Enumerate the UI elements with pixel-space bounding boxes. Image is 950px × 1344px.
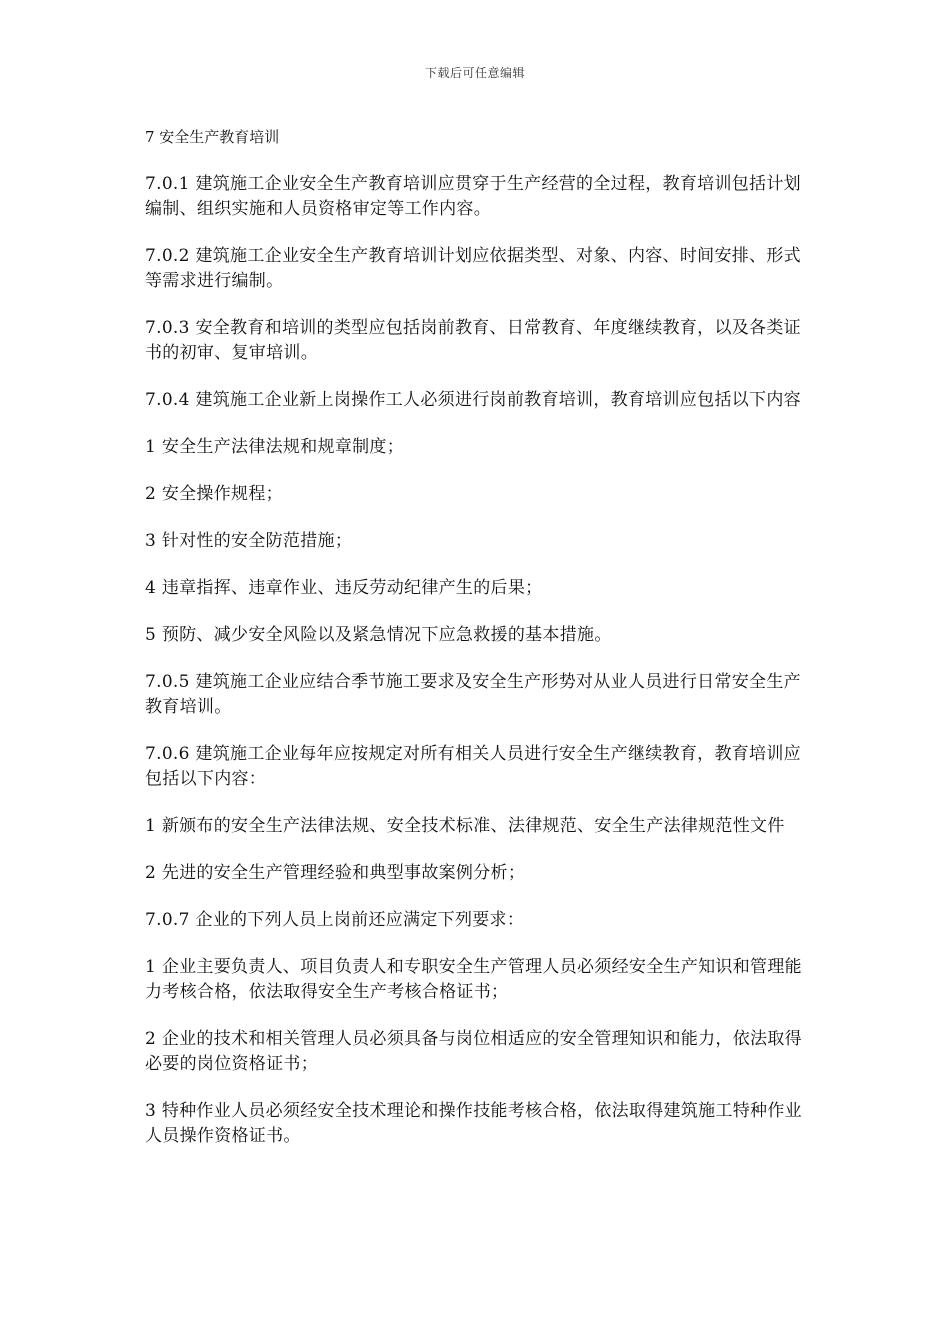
list-item-7-0-4-1: 1 安全生产法律法规和规章制度； (145, 437, 405, 457)
paragraph-7-0-5: 7.0.5 建筑施工企业应结合季节施工要求及安全生产形势对从业人员进行日常安全生产教育培训。 (145, 672, 801, 717)
list-item-7-0-4-5: 5 预防、减少安全风险以及紧急情况下应急救援的基本措施。 (145, 625, 612, 645)
list-item-7-0-6-1: 1 新颁布的安全生产法律法规、安全技术标准、法律规范、安全生产法律规范性文件 (145, 816, 785, 836)
paragraph-7-0-7: 7.0.7 企业的下列人员上岗前还应满定下列要求： (145, 910, 525, 930)
paragraph-7-0-1: 7.0.1 建筑施工企业安全生产教育培训应贯穿于生产经营的全过程，教育培训包括计划编制、组织实施和人员资格审定等工作内容。 (145, 174, 801, 219)
list-item-7-0-4-3: 3 针对性的安全防范措施； (145, 531, 353, 551)
section-title: 7 安全生产教育培训 (145, 128, 280, 146)
paragraph-7-0-6: 7.0.6 建筑施工企业每年应按规定对所有相关人员进行安全生产继续教育，教育培训应包括以下内容： (145, 744, 801, 789)
page-header-note: 下载后可任意编辑 (424, 66, 525, 80)
list-item-7-0-4-4: 4 违章指挥、违章作业、违反劳动纪律产生的后果； (145, 578, 543, 598)
list-item-7-0-7-1: 1 企业主要负责人、项目负责人和专职安全生产管理人员必须经安全生产知识和管理能力考核合格，依法取得安全生产考核合格证书； (145, 957, 802, 1002)
paragraph-7-0-3: 7.0.3 安全教育和培训的类型应包括岗前教育、日常教育、年度继续教育，以及各类证书的初审、复审培训。 (145, 318, 801, 363)
list-item-7-0-7-3: 3 特种作业人员必须经安全技术理论和操作技能考核合格，依法取得建筑施工特种作业人员操作资格证书。 (145, 1101, 802, 1146)
document-body (145, 126, 805, 1171)
list-item-7-0-7-2: 2 企业的技术和相关管理人员必须具备与岗位相适应的安全管理知识和能力，依法取得必要的岗位资格证书； (145, 1029, 802, 1074)
list-item-7-0-6-2: 2 先进的安全生产管理经验和典型事故案例分析； (145, 863, 526, 883)
paragraph-7-0-2: 7.0.2 建筑施工企业安全生产教育培训计划应依据类型、对象、内容、时间安排、形式等需求进行编制。 (145, 246, 801, 291)
paragraph-7-0-4: 7.0.4 建筑施工企业新上岗操作工人必须进行岗前教育培训，教育培训应包括以下内容 (145, 390, 801, 410)
list-item-7-0-4-2: 2 安全操作规程； (145, 484, 283, 504)
